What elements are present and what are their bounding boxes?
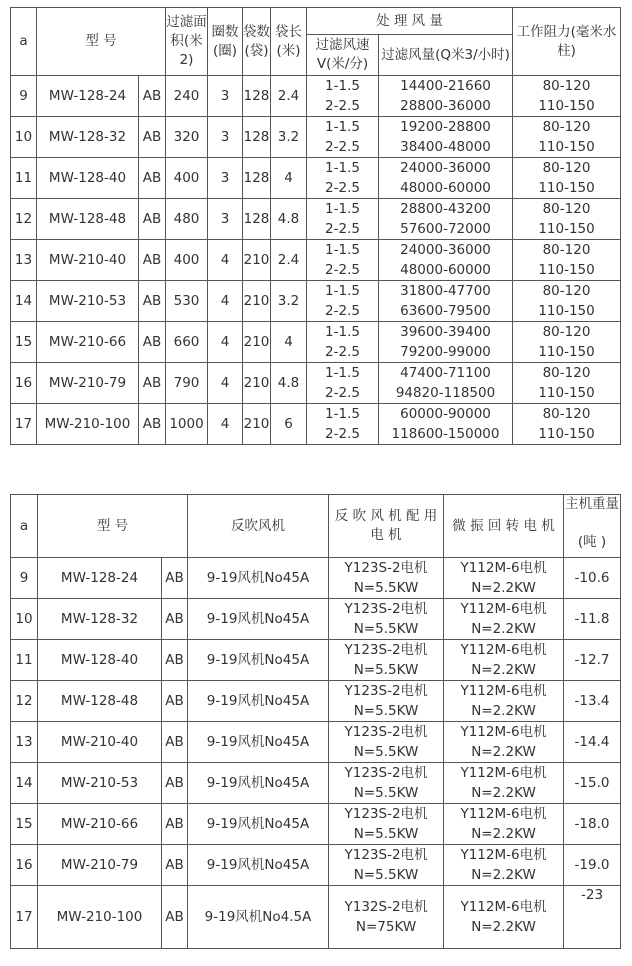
row-model: MW-210-40 <box>37 240 139 281</box>
row-area: 480 <box>166 199 208 240</box>
header-airflow-group: 处 理 风 量 <box>307 8 513 35</box>
row-fan-motor <box>329 558 444 599</box>
row-volume-line-2: 48000-60000 <box>400 180 491 196</box>
row-resistance <box>513 281 621 322</box>
row-rings: 4 <box>208 322 243 363</box>
row-volume-line-1: 19200-28800 <box>400 119 491 135</box>
row-model: MW-210-53 <box>38 763 162 804</box>
row-resistance-line-1: 80-120 <box>542 119 591 135</box>
row-model: MW-210-79 <box>37 363 139 404</box>
row-volume-line-1: 39600-39400 <box>400 324 491 340</box>
row-model: MW-128-32 <box>38 599 162 640</box>
row-model: MW-210-79 <box>38 845 162 886</box>
row-resistance-line-2: 110-150 <box>538 221 595 237</box>
row-index: 15 <box>11 322 37 363</box>
row-volume-line-1: 60000-90000 <box>400 406 491 422</box>
row-model: MW-128-40 <box>37 158 139 199</box>
row-fan: 9-19风机No45A <box>188 640 329 681</box>
header-bag-count: 袋数(袋) <box>243 8 271 76</box>
row-rotary-motor-line-1: Y112M-6电机 <box>460 724 547 740</box>
row-velocity <box>307 158 379 199</box>
row-type: AB <box>162 599 188 640</box>
row-type: AB <box>162 640 188 681</box>
row-rotary-motor-line-2: N=2.2KW <box>471 621 536 637</box>
row-fan-motor-line-2: N=75KW <box>355 919 417 935</box>
row-fan-motor-line-1: Y123S-2电机 <box>344 683 428 699</box>
row-volume-line-2: 94820-118500 <box>395 385 496 401</box>
row-type: AB <box>139 363 166 404</box>
row-model: MW-210-40 <box>38 722 162 763</box>
row-velocity <box>307 363 379 404</box>
row-volume-line-2: 28800-36000 <box>400 98 491 114</box>
row-resistance <box>513 199 621 240</box>
row-bags: 210 <box>243 240 271 281</box>
row-fan: 9-19风机No45A <box>188 763 329 804</box>
row-volume-line-2: 79200-99000 <box>400 344 491 360</box>
row-weight: -18.0 <box>564 804 621 845</box>
row-rings: 3 <box>208 199 243 240</box>
row-resistance-line-1: 80-120 <box>542 201 591 217</box>
row-rotary-motor-line-2: N=2.2KW <box>471 826 536 842</box>
row-fan: 9-19风机No45A <box>188 804 329 845</box>
table-row <box>11 640 621 681</box>
row-fan-motor-line-1: Y123S-2电机 <box>344 847 428 863</box>
row-velocity-line-1: 1-1.5 <box>325 78 360 94</box>
row-fan: 9-19风机No4.5A <box>188 886 329 949</box>
row-index: 12 <box>11 199 37 240</box>
row-index: 11 <box>11 158 37 199</box>
row-weight: -12.7 <box>564 640 621 681</box>
table-row <box>11 363 621 404</box>
header-fan-motor-line-1: 反 吹 风 机 配 用 <box>334 508 438 524</box>
row-fan-motor-line-2: N=5.5KW <box>353 867 419 883</box>
row-fan: 9-19风机No45A <box>188 681 329 722</box>
row-fan: 9-19风机No45A <box>188 845 329 886</box>
row-volume-line-1: 31800-47700 <box>400 283 491 299</box>
row-velocity-line-2: 2-2.5 <box>325 303 360 319</box>
row-fan: 9-19风机No45A <box>188 722 329 763</box>
row-volume-line-2: 57600-72000 <box>400 221 491 237</box>
header-model: 型 号 <box>37 8 166 76</box>
row-rotary-motor-line-2: N=2.2KW <box>471 580 536 596</box>
motor-table <box>10 494 621 949</box>
row-rings: 3 <box>208 76 243 117</box>
row-velocity <box>307 117 379 158</box>
row-rotary-motor <box>444 640 564 681</box>
header-bag-length: 袋长(米) <box>271 8 307 76</box>
row-fan-motor <box>329 640 444 681</box>
row-resistance-line-2: 110-150 <box>538 98 595 114</box>
row-index: 17 <box>11 886 38 949</box>
row-fan-motor-line-2: N=5.5KW <box>353 703 419 719</box>
row-rotary-motor-line-1: Y112M-6电机 <box>460 765 547 781</box>
row-type: AB <box>162 681 188 722</box>
row-resistance <box>513 363 621 404</box>
row-resistance-line-1: 80-120 <box>542 242 591 258</box>
row-resistance <box>513 240 621 281</box>
row-velocity <box>307 240 379 281</box>
row-rotary-motor-line-1: Y112M-6电机 <box>460 560 547 576</box>
row-fan-motor-line-2: N=5.5KW <box>353 744 419 760</box>
row-type: AB <box>139 281 166 322</box>
row-model: MW-128-40 <box>38 640 162 681</box>
row-area: 240 <box>166 76 208 117</box>
row-volume-line-1: 28800-43200 <box>400 201 491 217</box>
row-volume-line-2: 48000-60000 <box>400 262 491 278</box>
row-velocity-line-2: 2-2.5 <box>325 221 360 237</box>
header-rings: 圈数(圈) <box>208 8 243 76</box>
row-area: 320 <box>166 117 208 158</box>
row-rotary-motor-line-1: Y112M-6电机 <box>460 683 547 699</box>
row-weight: -11.8 <box>564 599 621 640</box>
row-weight: -10.6 <box>564 558 621 599</box>
row-rotary-motor-line-1: Y112M-6电机 <box>460 899 547 915</box>
row-velocity-line-1: 1-1.5 <box>325 201 360 217</box>
row-bags: 210 <box>243 322 271 363</box>
row-velocity-line-2: 2-2.5 <box>325 98 360 114</box>
row-rings: 3 <box>208 117 243 158</box>
row-rotary-motor-line-1: Y112M-6电机 <box>460 642 547 658</box>
row-type: AB <box>139 117 166 158</box>
row-volume-line-1: 14400-21660 <box>400 78 491 94</box>
row-model: MW-210-66 <box>37 322 139 363</box>
table-row <box>11 804 621 845</box>
row-index: 13 <box>11 240 37 281</box>
row-rotary-motor <box>444 845 564 886</box>
row-index: 16 <box>11 363 37 404</box>
row-velocity-line-2: 2-2.5 <box>325 139 360 155</box>
row-velocity-line-1: 1-1.5 <box>325 283 360 299</box>
row-area: 790 <box>166 363 208 404</box>
row-index: 10 <box>11 599 38 640</box>
row-resistance-line-2: 110-150 <box>538 262 595 278</box>
table-row <box>11 117 621 158</box>
row-fan-motor <box>329 599 444 640</box>
row-rotary-motor <box>444 804 564 845</box>
row-type: AB <box>139 404 166 445</box>
table-row <box>11 558 621 599</box>
row-velocity <box>307 76 379 117</box>
row-weight: -15.0 <box>564 763 621 804</box>
row-fan-motor-line-1: Y123S-2电机 <box>344 806 428 822</box>
row-volume <box>379 240 513 281</box>
row-rotary-motor <box>444 763 564 804</box>
row-area: 530 <box>166 281 208 322</box>
row-volume <box>379 363 513 404</box>
row-rotary-motor-line-2: N=2.2KW <box>471 785 536 801</box>
row-volume-line-2: 38400-48000 <box>400 139 491 155</box>
row-index: 10 <box>11 117 37 158</box>
header-filter-area: 过滤面积(米2) <box>166 8 208 76</box>
table-row <box>11 240 621 281</box>
row-index: 9 <box>11 76 37 117</box>
row-model: MW-210-53 <box>37 281 139 322</box>
row-resistance-line-2: 110-150 <box>538 139 595 155</box>
row-rotary-motor <box>444 886 564 949</box>
row-velocity-line-1: 1-1.5 <box>325 119 360 135</box>
row-index: 13 <box>11 722 38 763</box>
row-fan: 9-19风机No45A <box>188 558 329 599</box>
row-volume-line-1: 47400-71100 <box>400 365 491 381</box>
row-velocity-line-2: 2-2.5 <box>325 344 360 360</box>
row-index: 15 <box>11 804 38 845</box>
row-bag-length: 2.4 <box>271 76 307 117</box>
row-resistance <box>513 158 621 199</box>
row-model: MW-128-32 <box>37 117 139 158</box>
row-rotary-motor-line-2: N=2.2KW <box>471 662 536 678</box>
row-type: AB <box>162 722 188 763</box>
row-weight: -19.0 <box>564 845 621 886</box>
row-rotary-motor <box>444 599 564 640</box>
table-row <box>11 681 621 722</box>
row-bag-length: 4 <box>271 158 307 199</box>
row-velocity-line-1: 1-1.5 <box>325 242 360 258</box>
header-rotary-motor: 微 振 回 转 电 机 <box>444 495 564 558</box>
row-fan-motor <box>329 722 444 763</box>
row-resistance-line-2: 110-150 <box>538 303 595 319</box>
row-index: 11 <box>11 640 38 681</box>
table-row <box>11 322 621 363</box>
spec-table-body <box>11 76 621 445</box>
row-rotary-motor-line-1: Y112M-6电机 <box>460 847 547 863</box>
row-velocity-line-1: 1-1.5 <box>325 406 360 422</box>
row-velocity-line-2: 2-2.5 <box>325 385 360 401</box>
row-resistance <box>513 404 621 445</box>
row-resistance <box>513 322 621 363</box>
row-bag-length: 2.4 <box>271 240 307 281</box>
row-velocity-line-2: 2-2.5 <box>325 180 360 196</box>
row-rotary-motor <box>444 722 564 763</box>
row-bags: 210 <box>243 363 271 404</box>
row-velocity-line-1: 1-1.5 <box>325 324 360 340</box>
row-index: 16 <box>11 845 38 886</box>
row-volume <box>379 199 513 240</box>
row-bags: 210 <box>243 404 271 445</box>
row-area: 1000 <box>166 404 208 445</box>
row-type: AB <box>162 886 188 949</box>
table-row <box>11 281 621 322</box>
row-index: 14 <box>11 763 38 804</box>
row-type: AB <box>139 199 166 240</box>
header-weight-line-2: (吨 ) <box>577 534 607 550</box>
row-resistance-line-1: 80-120 <box>542 160 591 176</box>
row-fan-motor <box>329 886 444 949</box>
table-row <box>11 158 621 199</box>
table-row <box>11 722 621 763</box>
row-resistance-line-2: 110-150 <box>538 426 595 442</box>
header-fan-motor <box>329 495 444 558</box>
row-resistance-line-1: 80-120 <box>542 365 591 381</box>
row-bags: 210 <box>243 281 271 322</box>
row-resistance-line-2: 110-150 <box>538 180 595 196</box>
header-filter-volume: 过滤风量(Q米3/小时) <box>379 35 513 76</box>
row-index: 12 <box>11 681 38 722</box>
row-rotary-motor-line-2: N=2.2KW <box>471 867 536 883</box>
motor-table-body <box>11 558 621 949</box>
row-resistance-line-2: 110-150 <box>538 344 595 360</box>
row-rotary-motor-line-2: N=2.2KW <box>471 703 536 719</box>
row-volume <box>379 322 513 363</box>
header-weight <box>564 495 621 558</box>
row-volume-line-1: 24000-36000 <box>400 242 491 258</box>
row-bag-length: 4.8 <box>271 363 307 404</box>
row-resistance-line-1: 80-120 <box>542 406 591 422</box>
row-fan: 9-19风机No45A <box>188 599 329 640</box>
row-velocity-line-1: 1-1.5 <box>325 160 360 176</box>
header-weight-line-1: 主机重量 <box>565 496 620 512</box>
row-bag-length: 3.2 <box>271 281 307 322</box>
row-volume-line-1: 24000-36000 <box>400 160 491 176</box>
row-bag-length: 4 <box>271 322 307 363</box>
row-index: 9 <box>11 558 38 599</box>
row-rings: 4 <box>208 363 243 404</box>
row-fan-motor-line-1: Y123S-2电机 <box>344 724 428 740</box>
table-row <box>11 845 621 886</box>
row-area: 660 <box>166 322 208 363</box>
row-weight: -23 <box>564 886 621 949</box>
row-fan-motor-line-1: Y123S-2电机 <box>344 765 428 781</box>
row-velocity-line-2: 2-2.5 <box>325 262 360 278</box>
spec-table <box>10 7 621 445</box>
row-volume <box>379 117 513 158</box>
row-fan-motor-line-2: N=5.5KW <box>353 621 419 637</box>
row-fan-motor-line-2: N=5.5KW <box>353 826 419 842</box>
row-type: AB <box>162 763 188 804</box>
row-model: MW-128-48 <box>37 199 139 240</box>
row-fan-motor-line-2: N=5.5KW <box>353 580 419 596</box>
row-fan-motor-line-1: Y123S-2电机 <box>344 642 428 658</box>
header-fan-motor-line-2: 电 机 <box>370 527 402 543</box>
row-model: MW-128-24 <box>37 76 139 117</box>
row-bags: 128 <box>243 117 271 158</box>
header-resistance: 工作阻力(毫米水柱) <box>513 8 621 76</box>
table-row <box>11 886 621 949</box>
table-row <box>11 763 621 804</box>
row-rotary-motor <box>444 558 564 599</box>
row-bags: 128 <box>243 76 271 117</box>
row-model: MW-210-100 <box>38 886 162 949</box>
row-resistance-line-2: 110-150 <box>538 385 595 401</box>
row-fan-motor-line-2: N=5.5KW <box>353 662 419 678</box>
row-volume <box>379 404 513 445</box>
row-rings: 4 <box>208 281 243 322</box>
table-row <box>11 76 621 117</box>
row-rings: 4 <box>208 404 243 445</box>
row-velocity <box>307 281 379 322</box>
row-weight: -13.4 <box>564 681 621 722</box>
row-resistance <box>513 76 621 117</box>
row-velocity <box>307 322 379 363</box>
row-type: AB <box>139 240 166 281</box>
row-fan-motor <box>329 763 444 804</box>
row-bags: 128 <box>243 158 271 199</box>
row-rings: 3 <box>208 158 243 199</box>
header-model: 型 号 <box>38 495 188 558</box>
row-fan-motor-line-1: Y123S-2电机 <box>344 601 428 617</box>
row-rotary-motor-line-1: Y112M-6电机 <box>460 806 547 822</box>
header-index: a <box>11 8 37 76</box>
row-fan-motor <box>329 681 444 722</box>
row-resistance-line-1: 80-120 <box>542 283 591 299</box>
row-resistance <box>513 117 621 158</box>
row-type: AB <box>139 158 166 199</box>
row-bag-length: 3.2 <box>271 117 307 158</box>
row-weight: -14.4 <box>564 722 621 763</box>
row-fan-motor <box>329 845 444 886</box>
row-velocity-line-2: 2-2.5 <box>325 426 360 442</box>
row-fan-motor-line-1: Y132S-2电机 <box>344 899 428 915</box>
row-bags: 128 <box>243 199 271 240</box>
row-index: 17 <box>11 404 37 445</box>
row-rotary-motor-line-1: Y112M-6电机 <box>460 601 547 617</box>
row-rings: 4 <box>208 240 243 281</box>
row-volume <box>379 281 513 322</box>
row-fan-motor-line-1: Y123S-2电机 <box>344 560 428 576</box>
row-type: AB <box>162 845 188 886</box>
row-index: 14 <box>11 281 37 322</box>
row-model: MW-128-24 <box>38 558 162 599</box>
row-rotary-motor-line-2: N=2.2KW <box>471 919 536 935</box>
table-row <box>11 199 621 240</box>
row-bag-length: 4.8 <box>271 199 307 240</box>
header-filter-velocity: 过滤风速V(米/分) <box>307 35 379 76</box>
row-type: AB <box>162 558 188 599</box>
row-resistance-line-1: 80-120 <box>542 78 591 94</box>
row-model: MW-210-100 <box>37 404 139 445</box>
header-fan: 反吹风机 <box>188 495 329 558</box>
row-rotary-motor <box>444 681 564 722</box>
header-index: a <box>11 495 38 558</box>
row-volume <box>379 158 513 199</box>
row-model: MW-128-48 <box>38 681 162 722</box>
row-area: 400 <box>166 158 208 199</box>
row-area: 400 <box>166 240 208 281</box>
row-bag-length: 6 <box>271 404 307 445</box>
row-volume <box>379 76 513 117</box>
row-resistance-line-1: 80-120 <box>542 324 591 340</box>
row-rotary-motor-line-2: N=2.2KW <box>471 744 536 760</box>
row-velocity-line-1: 1-1.5 <box>325 365 360 381</box>
row-fan-motor-line-2: N=5.5KW <box>353 785 419 801</box>
row-model: MW-210-66 <box>38 804 162 845</box>
row-volume-line-2: 63600-79500 <box>400 303 491 319</box>
row-velocity <box>307 199 379 240</box>
row-type: AB <box>139 322 166 363</box>
row-volume-line-2: 118600-150000 <box>391 426 500 442</box>
table-row <box>11 599 621 640</box>
table-row <box>11 404 621 445</box>
row-type: AB <box>139 76 166 117</box>
row-fan-motor <box>329 804 444 845</box>
row-type: AB <box>162 804 188 845</box>
row-velocity <box>307 404 379 445</box>
